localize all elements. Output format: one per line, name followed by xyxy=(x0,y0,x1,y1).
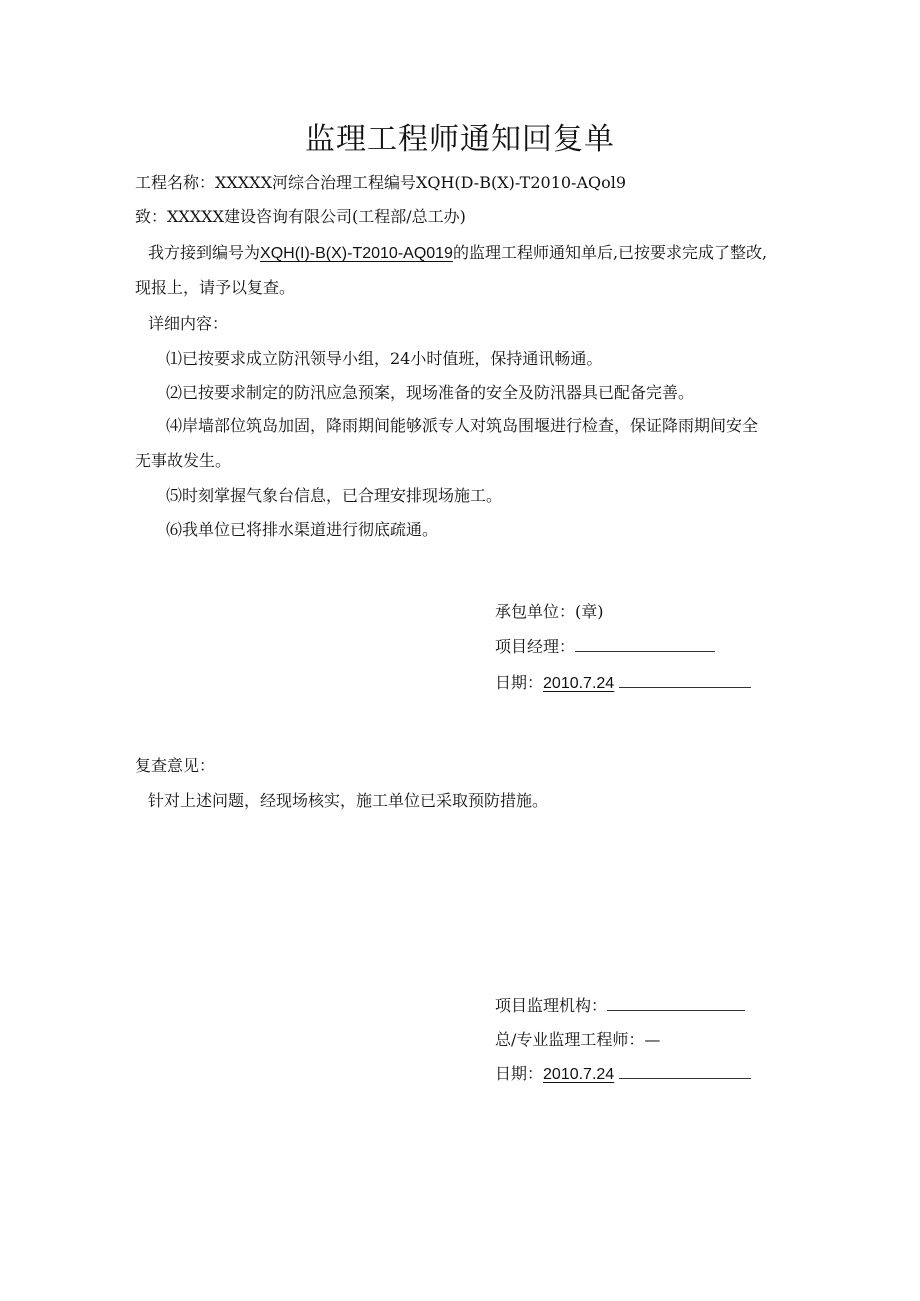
recipient-line: 致：XXXXX建设咨询有限公司(工程部/总工办) xyxy=(135,207,466,226)
intro-prefix: 我方接到编号为 xyxy=(148,243,261,262)
review-text: 针对上述问题，经现场核实，施工单位已采取预防措施。 xyxy=(148,791,549,810)
supervising-engineer-label: 总/专业监理工程师：— xyxy=(495,1030,661,1049)
date-value: 2010.7.24 xyxy=(543,1066,615,1083)
date-blank xyxy=(619,673,751,688)
detail-item: ⑸时刻掌握气象台信息，已合理安排现场施工。 xyxy=(166,486,503,505)
supervision-org-row xyxy=(495,996,745,1016)
detail-item: ⑴已按要求成立防汛领导小组，24小时值班，保持通讯畅通。 xyxy=(166,349,603,368)
project-manager-label: 项目经理： xyxy=(495,637,576,656)
supervision-org-label: 项目监理机构： xyxy=(495,996,608,1015)
detail-item: ⑷岸墙部位筑岛加固，降雨期间能够派专人对筑岛围堰进行检查，保证降雨期间安全 xyxy=(166,416,759,435)
project-manager-row xyxy=(495,637,715,657)
detail-label: 详细内容： xyxy=(148,314,229,333)
page-title: 监理工程师通知回复单 xyxy=(305,122,615,157)
date-label: 日期： xyxy=(495,1064,544,1083)
detail-item: ⑵已按要求制定的防汛应急预案，现场准备的安全及防汛器具已配备完善。 xyxy=(166,383,695,402)
date-value: 2010.7.24 xyxy=(543,675,615,692)
date-blank xyxy=(619,1064,751,1079)
signature-blank xyxy=(575,637,715,652)
review-label: 复查意见： xyxy=(135,756,216,775)
intro-continuation: 现报上，请予以复查。 xyxy=(135,278,296,297)
supervisor-date-row xyxy=(495,1064,751,1085)
contractor-date-row xyxy=(495,673,751,694)
contractor-unit-label: 承包单位：(章) xyxy=(495,602,604,621)
notice-code: XQH(I)-B(X)-T2010-AQ019 xyxy=(260,245,453,262)
signature-blank xyxy=(607,996,745,1011)
intro-suffix: 的监理工程师通知单后,已按要求完成了整改, xyxy=(452,243,768,262)
intro-paragraph xyxy=(148,243,767,264)
date-label: 日期： xyxy=(495,673,544,692)
detail-item-continuation: 无事故发生。 xyxy=(135,451,232,470)
project-name-line: 工程名称：XXXXX河综合治理工程编号XQH(D-B(X)-T2010-AQol9 xyxy=(135,173,627,192)
detail-item: ⑹我单位已将排水渠道进行彻底疏通。 xyxy=(166,520,439,539)
